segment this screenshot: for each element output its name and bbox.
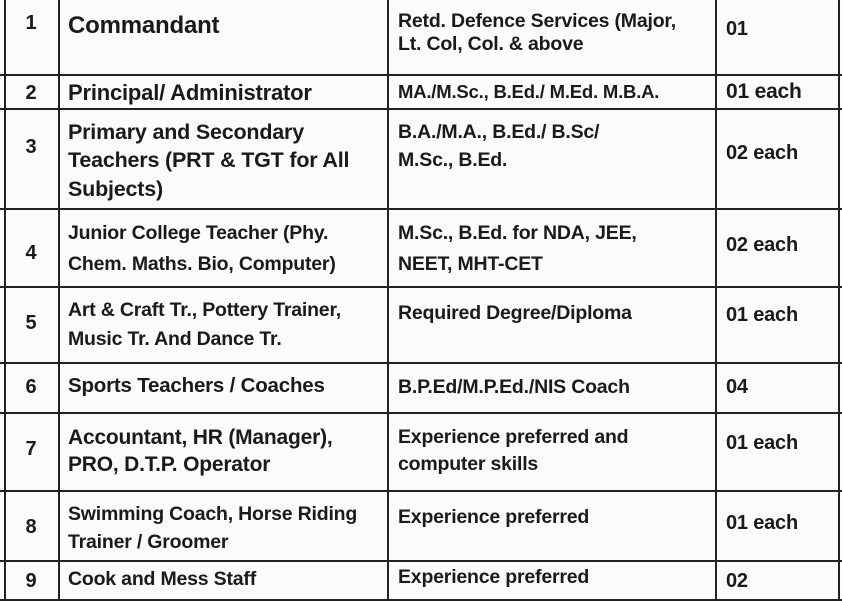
table-row	[0, 108, 842, 210]
table-row	[0, 362, 842, 414]
table-row	[0, 412, 842, 492]
vacancies: 02	[726, 570, 748, 592]
table-row	[0, 560, 842, 601]
qualification: M.Sc., B.Ed. for NDA, JEE, NEET, MHT-CET	[398, 222, 637, 276]
qualification: B.P.Ed/M.P.Ed./NIS Coach	[398, 376, 630, 398]
post-name: Swimming Coach, Horse Riding Trainer / Groomer	[68, 503, 358, 554]
post-name: Principal/ Administrator	[68, 80, 312, 105]
qualification: Experience preferred	[398, 506, 590, 528]
qualification: MA./M.Sc., B.Ed./ M.Ed. M.B.A.	[398, 81, 660, 102]
post-name: Commandant	[68, 12, 220, 39]
row-number: 3	[25, 136, 37, 158]
vacancies: 01	[726, 18, 748, 40]
post-name: Accountant, HR (Manager), PRO, D.T.P. Operator	[68, 426, 333, 477]
vacancies: 04	[726, 376, 748, 398]
vacancies: 01 each	[726, 512, 798, 534]
vacancies: 01 each	[726, 80, 802, 103]
row-number: 7	[25, 438, 37, 460]
post-name: Primary and Secondary Teachers (PRT & TGT for All Subjects)	[68, 120, 350, 201]
qualification: Retd. Defence Services (Major, Lt. Col, Col. & above	[398, 10, 676, 55]
table-row	[0, 74, 842, 110]
table-row	[0, 286, 842, 364]
row-number: 9	[25, 570, 37, 592]
table-row	[0, 490, 842, 562]
vacancies: 01 each	[726, 432, 798, 454]
table-row	[0, 0, 842, 74]
post-name: Cook and Mess Staff	[68, 568, 256, 590]
row-number: 4	[25, 242, 37, 264]
table-row	[0, 208, 842, 288]
row-number: 2	[25, 82, 37, 104]
vacancies: 01 each	[726, 304, 798, 326]
row-number: 8	[25, 516, 37, 538]
qualification: Required Degree/Diploma	[398, 302, 632, 324]
post-name: Sports Teachers / Coaches	[68, 374, 325, 397]
row-number: 5	[25, 312, 37, 334]
qualification: B.A./M.A., B.Ed./ B.Sc/ M.Sc., B.Ed.	[398, 121, 600, 172]
qualification: Experience preferred	[398, 566, 590, 588]
qualification: Experience preferred and computer skills	[398, 426, 629, 476]
post-name: Art & Craft Tr., Pottery Trainer, Music Tr. And Dance Tr.	[68, 299, 341, 351]
vacancies: 02 each	[726, 142, 798, 164]
post-name: Junior College Teacher (Phy. Chem. Maths. Bio, Computer)	[68, 222, 336, 276]
row-number: 6	[25, 376, 37, 398]
row-number: 1	[25, 12, 37, 34]
vacancies: 02 each	[726, 234, 798, 256]
